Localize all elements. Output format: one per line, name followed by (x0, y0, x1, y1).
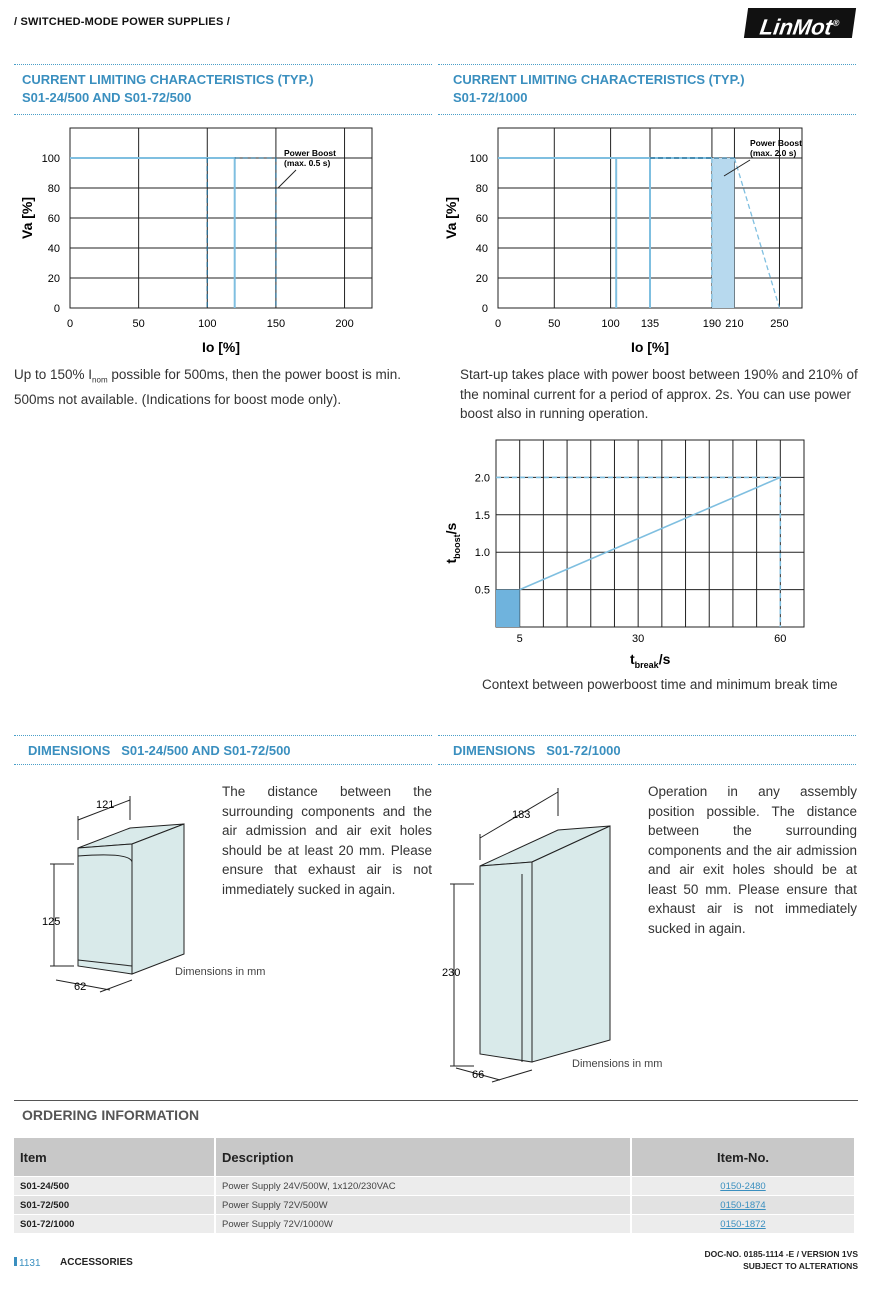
left-description: Up to 150% $I_{nom}$ possible for 500ms, then the power boost is min. 500ms not available. (Indications for boost mode only). (14, 367, 402, 408)
y-tick-label: 80 (47, 183, 60, 195)
x-tick-label: 200 (335, 318, 354, 330)
dim-width-label: 62 (74, 981, 87, 993)
x-tick-label: 0 (66, 318, 74, 330)
y-tick-label: 100 (41, 153, 60, 165)
ordering-title: ORDERING INFORMATION (22, 1107, 200, 1123)
y-tick-label: 20 (47, 273, 60, 285)
series-line (734, 158, 779, 308)
series-line (70, 158, 235, 308)
ordering-table (14, 1138, 856, 1233)
current-limiting-chart-right (438, 118, 858, 363)
y-tick-label: 2.0 (474, 472, 490, 485)
divider (438, 114, 856, 115)
table-row (14, 1215, 855, 1234)
min-boost-band (496, 590, 520, 627)
page-number: 1131 (14, 1257, 41, 1269)
col-header-item: Item (14, 1138, 215, 1177)
item-number-link[interactable]: 0150-2480 (720, 1180, 766, 1192)
y-tick-label: 40 (47, 243, 60, 255)
divider (438, 764, 856, 765)
dimension-drawing-large (440, 780, 630, 1085)
footer-note: SUBJECT TO ALTERATIONS (743, 1261, 858, 1271)
divider (14, 764, 432, 765)
x-tick-label: 100 (198, 318, 217, 330)
section-title-dim-right: DIMENSIONS S01-72/1000 (453, 743, 621, 758)
series-line (520, 477, 781, 589)
boost-caption: Context between powerboost time and minimum break time (482, 677, 838, 692)
x-tick-label: 60 (774, 633, 787, 645)
description-cell: Power Supply 24V/500W, 1x120/230VAC (215, 1177, 631, 1196)
divider (438, 64, 856, 65)
boost-time-chart (438, 432, 858, 674)
item-cell: S01-24/500 (14, 1177, 215, 1196)
dim-right-description: Operation in any assembly position possible. The distance between the surrounding components and the air admission and air exit holes should be at least 50 mm. Please ensure that exhaust air is not immediately sucked in again. (648, 784, 857, 936)
right-description: Start-up takes place with power boost between 190% and 210% of the nominal current for a period of approx. 2s. You can use power boost also in running operation. (460, 367, 858, 421)
y-tick-label: 1.5 (474, 509, 490, 522)
y-tick-label: 60 (47, 213, 60, 225)
annotation-label: (max. 0.5 s) (284, 158, 331, 168)
annotation-label: Power Boost (750, 138, 802, 148)
col-header-description: Description (215, 1138, 631, 1177)
current-limiting-chart-left (14, 118, 434, 363)
annotation-pointer (278, 170, 296, 188)
divider (438, 735, 856, 736)
x-tick-label: 100 (601, 318, 620, 330)
divider (14, 1100, 858, 1101)
y-tick-label: 80 (475, 183, 488, 195)
table-row (14, 1177, 855, 1196)
y-tick-label: 1.0 (474, 547, 490, 560)
y-axis-label: Va [%] (443, 196, 459, 240)
y-tick-label: 20 (475, 273, 488, 285)
dim-unit-left: Dimensions in mm (175, 966, 266, 978)
y-tick-label: 60 (475, 213, 488, 225)
item-cell: S01-72/500 (14, 1196, 215, 1215)
power-boost-band (712, 158, 735, 308)
x-tick-label: 5 (516, 633, 523, 645)
x-axis-label: Io [%] (630, 339, 670, 355)
y-axis-label: $t_{boost}/s$ (443, 522, 462, 564)
dim-left-description: The distance between the surrounding components and the air admission and air exit holes should be at least 20 mm. Please ensure that exhaust air is not immediately sucked in again. (222, 784, 432, 897)
y-tick-label: 40 (475, 243, 488, 255)
y-tick-label: 0 (481, 303, 488, 315)
annotation-label: (max. 2.0 s) (750, 148, 797, 158)
y-tick-label: 100 (469, 153, 488, 165)
item-number-link[interactable]: 0150-1874 (720, 1199, 766, 1211)
y-axis-label: Va [%] (19, 196, 35, 240)
section-title-clc-left: CURRENT LIMITING CHARACTERISTICS (TYP.) S01-24/500 AND S01-72/500 (22, 72, 314, 105)
x-tick-label: 0 (494, 318, 502, 330)
x-tick-label: 210 (725, 318, 744, 330)
footer-section: ACCESSORIES (60, 1257, 133, 1268)
x-axis-label: Io [%] (201, 339, 241, 355)
section-title-dim-left: DIMENSIONS S01-24/500 AND S01-72/500 (28, 743, 291, 758)
dim-height-label: 125 (42, 916, 61, 928)
x-tick-label: 250 (770, 318, 789, 330)
x-tick-label: 190 (702, 318, 722, 330)
dim-unit-right: Dimensions in mm (572, 1058, 663, 1070)
x-tick-label: 50 (548, 318, 561, 330)
header-category: / SWITCHED-MODE POWER SUPPLIES / (14, 16, 231, 28)
item-cell: S01-72/1000 (14, 1215, 215, 1234)
y-tick-label: 0 (53, 303, 60, 315)
x-tick-label: 150 (266, 318, 286, 330)
x-tick-label: 135 (640, 318, 660, 330)
dim-depth-label: 183 (512, 809, 531, 821)
x-axis-label: $t_{break}/s$ (630, 651, 671, 670)
x-tick-label: 50 (132, 318, 145, 330)
dim-width-label: 66 (472, 1069, 485, 1081)
linmot-logo: LinMot® (744, 8, 856, 38)
doc-number: DOC-NO. 0185-1114 -E / VERSION 1VS (704, 1249, 858, 1259)
y-tick-label: 0.5 (474, 584, 490, 597)
x-tick-label: 30 (632, 633, 645, 645)
divider (14, 64, 432, 65)
section-title-clc-right: CURRENT LIMITING CHARACTERISTICS (TYP.) S01-72/1000 (453, 72, 745, 105)
item-number-link[interactable]: 0150-1872 (720, 1218, 766, 1230)
annotation-label: Power Boost (284, 148, 336, 158)
divider (14, 114, 432, 115)
dim-depth-label: 121 (96, 799, 115, 811)
col-header-itemno: Item-No. (631, 1138, 855, 1177)
table-row (14, 1196, 855, 1215)
dim-height-label: 230 (442, 967, 461, 979)
description-cell: Power Supply 72V/1000W (215, 1215, 631, 1234)
description-cell: Power Supply 72V/500W (215, 1196, 631, 1215)
divider (14, 735, 432, 736)
series-line (235, 158, 276, 308)
